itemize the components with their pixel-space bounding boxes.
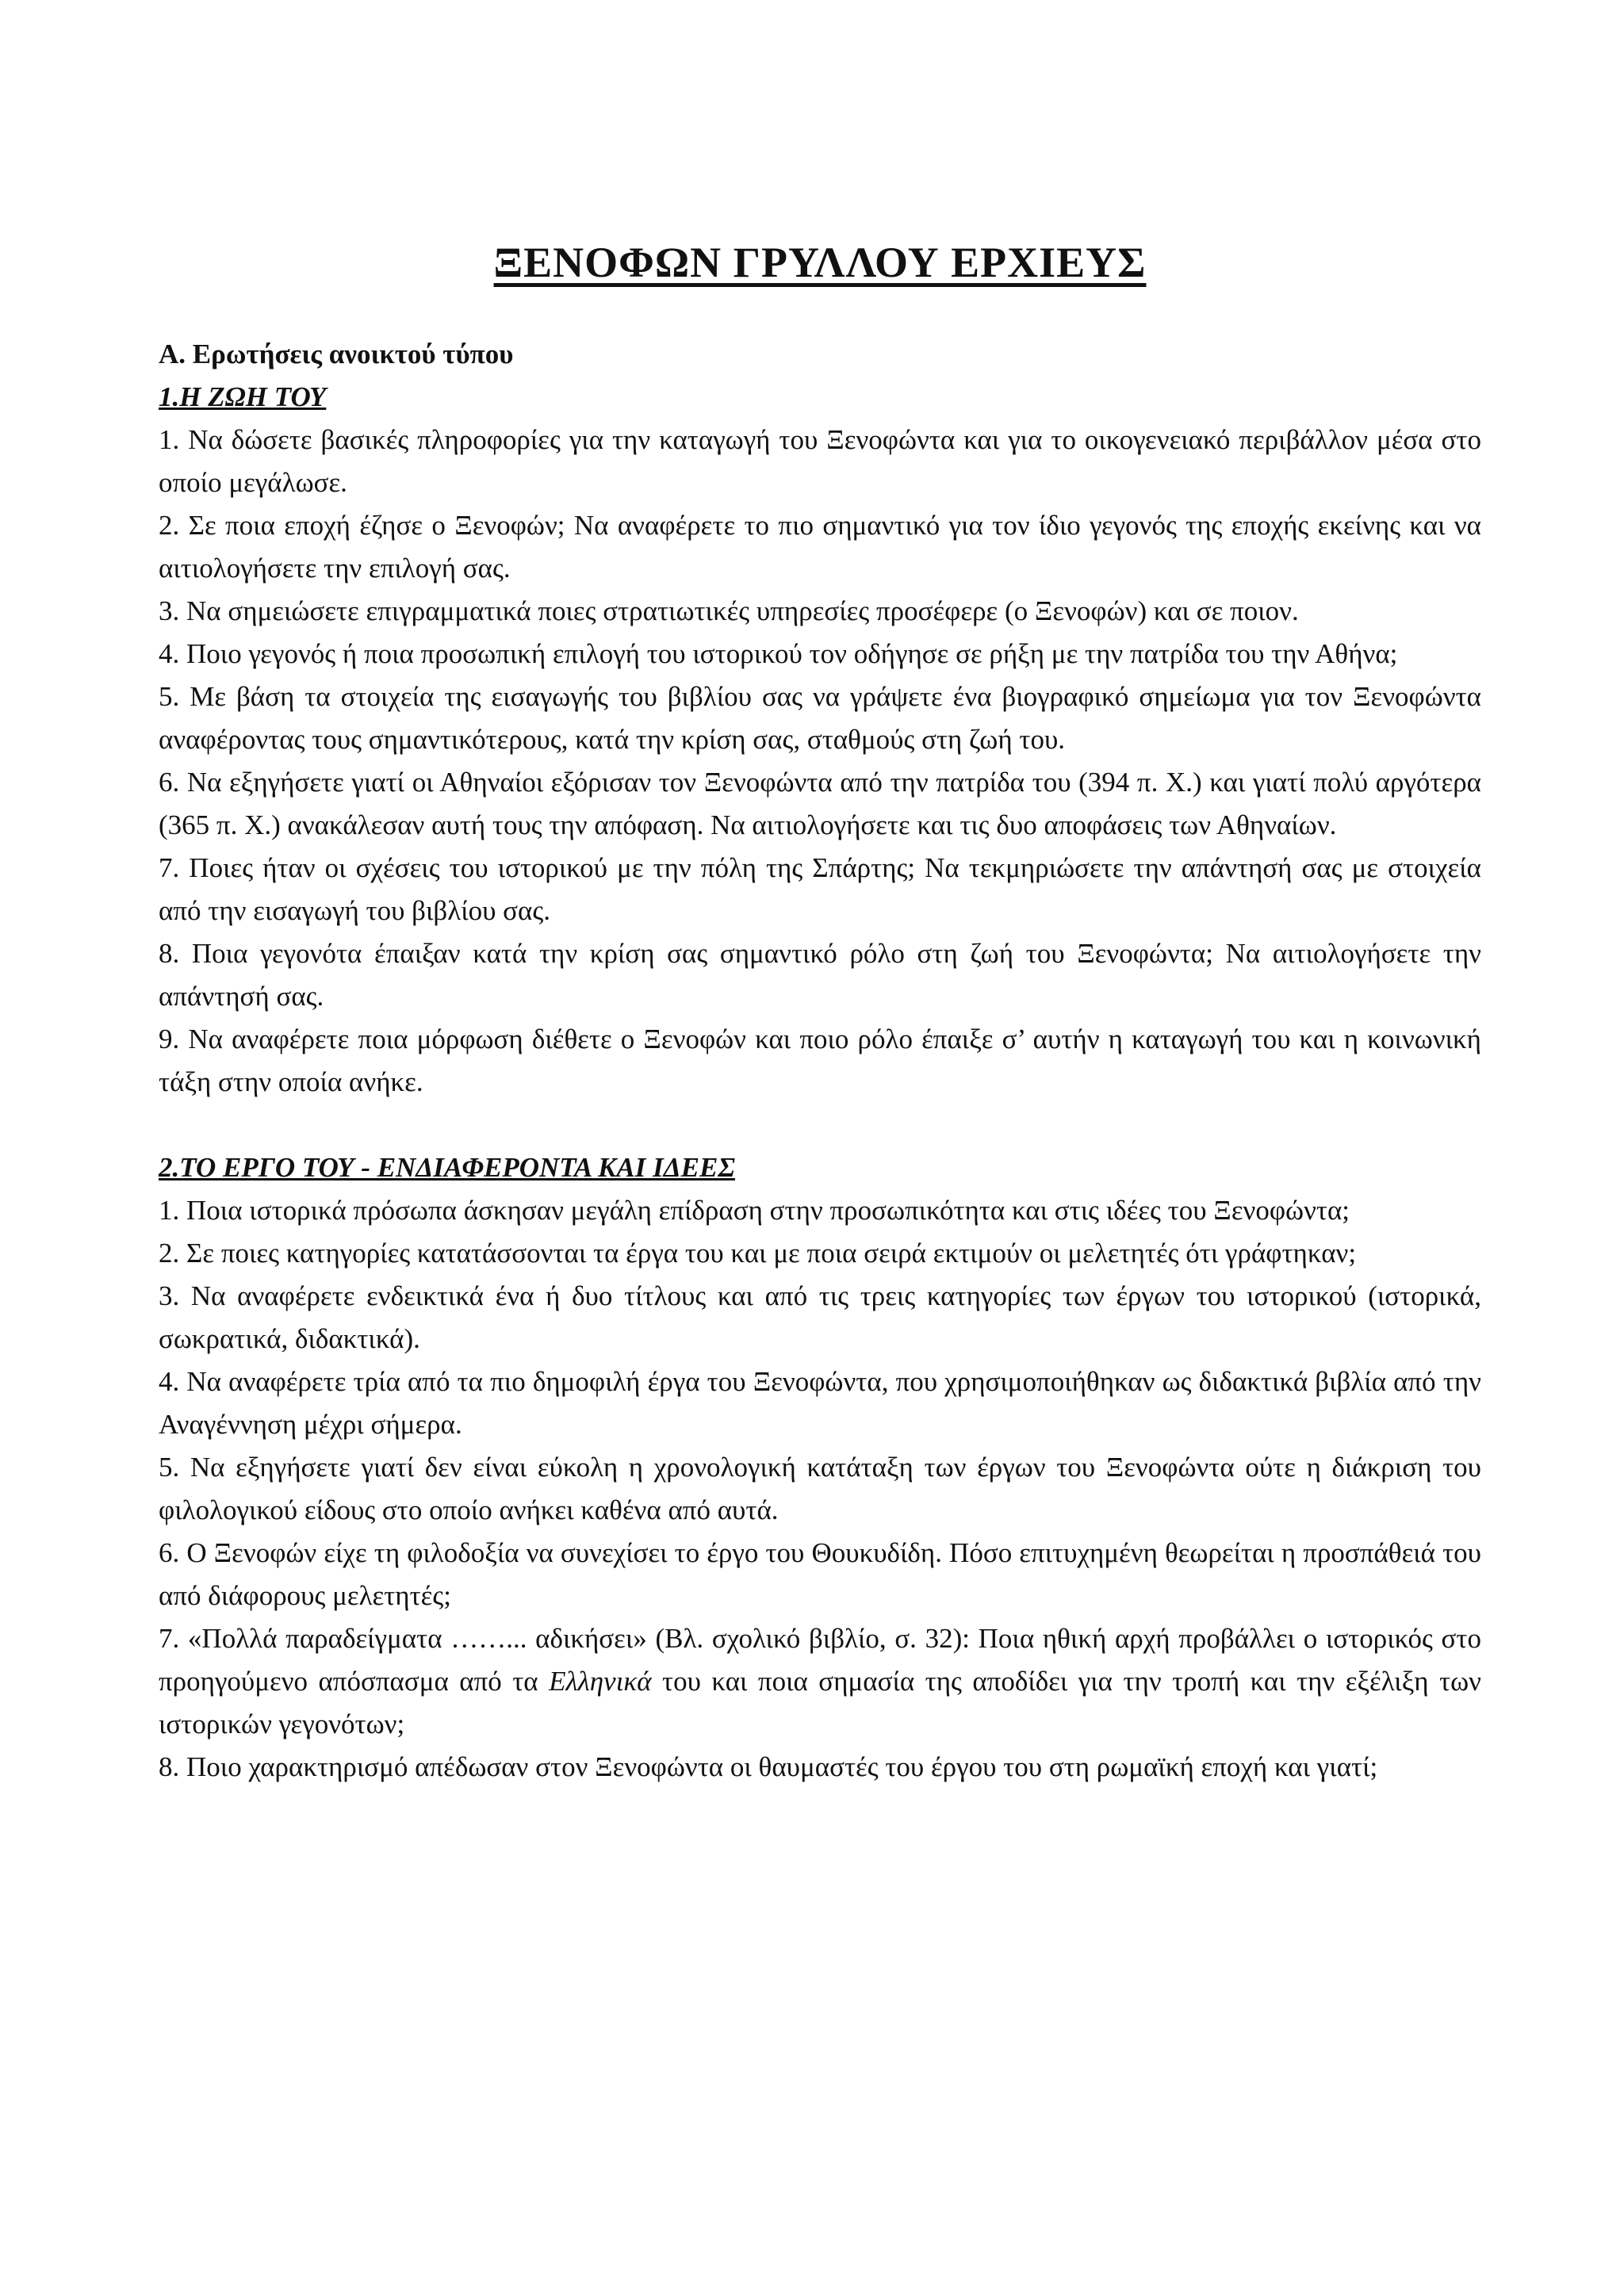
document-title: ΞΕΝΟΦΩΝ ΓΡΥΛΛΟΥ ΕΡΧΙΕΥΣ [493, 239, 1147, 286]
section-heading-work: 2.ΤΟ ΕΡΓΟ ΤΟΥ - ΕΝΔΙΑΦΕΡΟΝΤΑ ΚΑΙ ΙΔΕΕΣ [159, 1152, 736, 1183]
question-1-3: 3. Να σημειώσετε επιγραμματικά ποιες στρατιωτικές υπηρεσίες προσέφερε (ο Ξενοφών) και σε ποιον. [159, 595, 1299, 626]
section-heading-life: 1.Η ΖΩΗ ΤΟΥ [159, 381, 327, 412]
question-2-4: 4. Να αναφέρετε τρία από τα πιο δημοφιλή έργα του Ξενοφώντα, που χρησιμοποιήθηκαν ως διδακτικά βιβλία από την Αναγέννηση μέχρι σήμερα. [159, 1366, 1481, 1440]
question-2-7-text-end: του και ποια σημασία της αποδίδει για την τροπή και την εξέλιξη των ιστορικών γεγονότων; [159, 1666, 1481, 1739]
question-1-5: 5. Με βάση τα στοιχεία της εισαγωγής του βιβλίου σας να γράψετε ένα βιογραφικό σημείωμα για τον Ξενοφώντα αναφέροντας τους σημαντικότερους, κατά την κρίση σας, σταθμούς στη ζωή του. [159, 681, 1481, 755]
question-1-8: 8. Ποια γεγονότα έπαιξαν κατά την κρίση σας σημαντικό ρόλο στη ζωή του Ξενοφώντα; Να αιτιολογήσετε την απάντησή σας. [159, 938, 1481, 1012]
question-2-3: 3. Να αναφέρετε ενδεικτικά ένα ή δυο τίτλους και από τις τρεις κατηγορίες των έργων του ιστορικού (ιστορικά, σωκρατικά, διδακτικά). [159, 1280, 1481, 1354]
question-1-1: 1. Να δώσετε βασικές πληροφορίες για την καταγωγή του Ξενοφώντα και για το οικογενειακό περιβάλλον μέσα στο οποίο μεγάλωσε. [159, 424, 1481, 498]
section-spacer [159, 1104, 1481, 1146]
part-label: Α. Ερωτήσεις ανοικτού τύπου [159, 339, 514, 369]
question-1-6: 6. Να εξηγήσετε γιατί οι Αθηναίοι εξόρισαν τον Ξενοφώντα από την πατρίδα του (394 π. Χ.) και γιατί πολύ αργότερα (365 π. Χ.) ανακάλεσαν αυτή τους την απόφαση. Να αιτιολογήσετε και τις δυο αποφάσεις των Αθηναίων. [159, 767, 1481, 840]
question-1-4: 4. Ποιο γεγονός ή ποια προσωπική επιλογή του ιστορικού τον οδήγησε σε ρήξη με την πατρίδα του την Αθήνα; [159, 638, 1398, 669]
document-page [159, 238, 1481, 1789]
question-2-5: 5. Να εξηγήσετε γιατί δεν είναι εύκολη η χρονολογική κατάταξη των έργων του Ξενοφώντα ούτε η διάκριση του φιλολογικού είδους στο οποίο ανήκει καθένα από αυτά. [159, 1452, 1481, 1525]
question-2-7-text-start: 7. «Πολλά παραδείγματα ……... αδικήσει» (Βλ. σχολικό βιβλίο, σ. 32): Ποια ηθική αρχή προβάλλει ο ιστορικός στο προηγούμενο απόσπασμα από τα [159, 1623, 1481, 1697]
question-2-2: 2. Σε ποιες κατηγορίες κατατάσσονται τα έργα του και με ποια σειρά εκτιμούν οι μελετητές ότι γράφτηκαν; [159, 1238, 1357, 1269]
question-2-7 [159, 1617, 1481, 1746]
question-1-2: 2. Σε ποια εποχή έζησε ο Ξενοφών; Να αναφέρετε το πιο σημαντικό για τον ίδιο γεγονός της εποχής εκείνης και να αιτιολογήσετε την επιλογή σας. [159, 510, 1481, 584]
question-2-1: 1. Ποια ιστορικά πρόσωπα άσκησαν μεγάλη επίδραση στην προσωπικότητα και στις ιδέες του Ξενοφώντα; [159, 1195, 1350, 1226]
question-1-9: 9. Να αναφέρετε ποια μόρφωση διέθετε ο Ξενοφών και ποιο ρόλο έπαιξε σ’ αυτήν η καταγωγή του και η κοινωνική τάξη στην οποία ανήκε. [159, 1024, 1481, 1097]
question-2-7-work-title: Ελληνικά [549, 1666, 652, 1697]
question-2-6: 6. Ο Ξενοφών είχε τη φιλοδοξία να συνεχίσει το έργο του Θουκυδίδη. Πόσο επιτυχημένη θεωρείται η προσπάθειά του από διάφορους μελετητές; [159, 1537, 1481, 1611]
question-1-7: 7. Ποιες ήταν οι σχέσεις του ιστορικού με την πόλη της Σπάρτης; Να τεκμηριώσετε την απάντησή σας με στοιχεία από την εισαγωγή του βιβλίου σας. [159, 852, 1481, 926]
question-2-8: 8. Ποιο χαρακτηρισμό απέδωσαν στον Ξενοφώντα οι θαυμαστές του έργου του στη ρωμαϊκή εποχή και γιατί; [159, 1751, 1378, 1782]
